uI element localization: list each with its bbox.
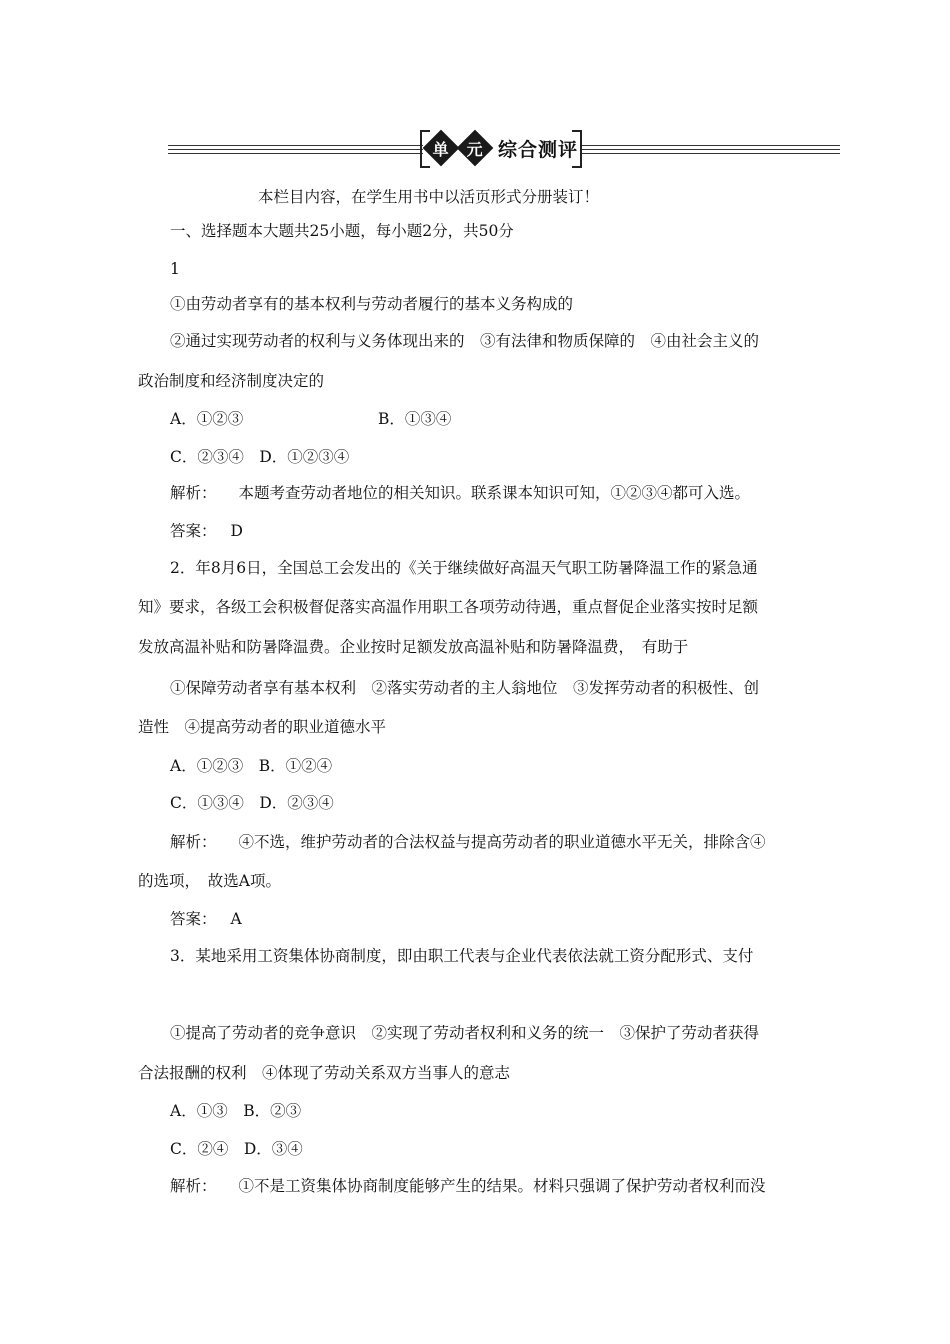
q3-choice-cd: C．②④ D．③④ [170, 1140, 303, 1158]
q3-analysis [170, 1175, 850, 1197]
notice-text: 本栏目内容，在学生用书中以活页形式分册装订！ [258, 188, 600, 206]
answer-label: 答案： [170, 522, 217, 540]
q1-option-2: ②通过实现劳动者的权利与义务体现出来的 ③有法律和物质保障的 ④由社会主义的 [170, 332, 760, 350]
q2-choice-ab: A．①②③ B．①②④ [170, 757, 333, 775]
answer-value: D [230, 522, 243, 540]
analysis-label: 解析： [170, 833, 217, 851]
q1-analysis [170, 482, 850, 504]
q2-options-1: ①保障劳动者享有基本权利 ②落实劳动者的主人翁地位 ③发挥劳动者的积极性、创 [170, 679, 760, 697]
q2-choice-cd: C．①③④ D．②③④ [170, 794, 334, 812]
banner-seal: 单 [423, 130, 460, 167]
q1-number: 1 [170, 260, 180, 278]
q2-analysis-cont: 的选项， 故选A项。 [138, 872, 281, 890]
q2-options-2: 造性 ④提高劳动者的职业道德水平 [138, 718, 387, 736]
answer-value: A [230, 910, 242, 928]
q2-stem-1: 2．年8月6日，全国总工会发出的《关于继续做好高温天气职工防暑降温工作的紧急通 [170, 559, 758, 577]
banner-title: 综合测评 [498, 138, 579, 161]
q1-choice-cd: C．②③④ D．①②③④ [170, 448, 350, 466]
analysis-text: ①不是工资集体协商制度能够产生的结果。材料只强调了保护劳动者权利而没 [238, 1177, 766, 1195]
unit-banner [168, 130, 840, 166]
q2-answer [170, 908, 850, 930]
banner-rule [580, 145, 840, 146]
q2-stem-3: 发放高温补贴和防暑降温费。企业按时足额发放高温补贴和防暑降温费， 有助于 [138, 638, 689, 656]
q2-stem-2: 知》要求，各级工会积极督促落实高温作用职工各项劳动待遇，重点督促企业落实按时足额 [138, 598, 759, 616]
q1-option-2-cont: 政治制度和经济制度决定的 [138, 372, 325, 390]
analysis-text: 本题考查劳动者地位的相关知识。联系课本知识可知，①②③④都可入选。 [238, 484, 751, 502]
banner-rule [580, 149, 840, 150]
banner-seal: 元 [457, 130, 494, 167]
q3-options-2: 合法报酬的权利 ④体现了劳动关系双方当事人的意志 [138, 1064, 511, 1082]
q1-option-1: ①由劳动者享有的基本权利与劳动者履行的基本义务构成的 [170, 295, 574, 313]
answer-label: 答案： [170, 910, 217, 928]
banner-rule [168, 145, 423, 146]
q3-options-1: ①提高了劳动者的竞争意识 ②实现了劳动者权利和义务的统一 ③保护了劳动者获得 [170, 1024, 760, 1042]
section-heading: 一、选择题本大题共25小题，每小题2分，共50分 [170, 222, 514, 240]
analysis-label: 解析： [170, 484, 217, 502]
q1-choice-a: A．①②③ [170, 410, 244, 428]
banner-rule [168, 149, 423, 150]
q1-choice-b: B．①③④ [378, 410, 452, 428]
banner-rule [168, 153, 423, 154]
analysis-label: 解析： [170, 1177, 217, 1195]
q2-analysis [170, 831, 850, 853]
banner-badge [426, 133, 578, 163]
q3-choice-ab: A．①③ B．②③ [170, 1102, 302, 1120]
q3-stem-1: 3．某地采用工资集体协商制度，即由职工代表与企业代表依法就工资分配形式、支付 [170, 947, 754, 965]
analysis-text: ④不选，维护劳动者的合法权益与提高劳动者的职业道德水平无关，排除含④ [238, 833, 766, 851]
q1-answer [170, 520, 850, 542]
banner-rule [580, 153, 840, 154]
